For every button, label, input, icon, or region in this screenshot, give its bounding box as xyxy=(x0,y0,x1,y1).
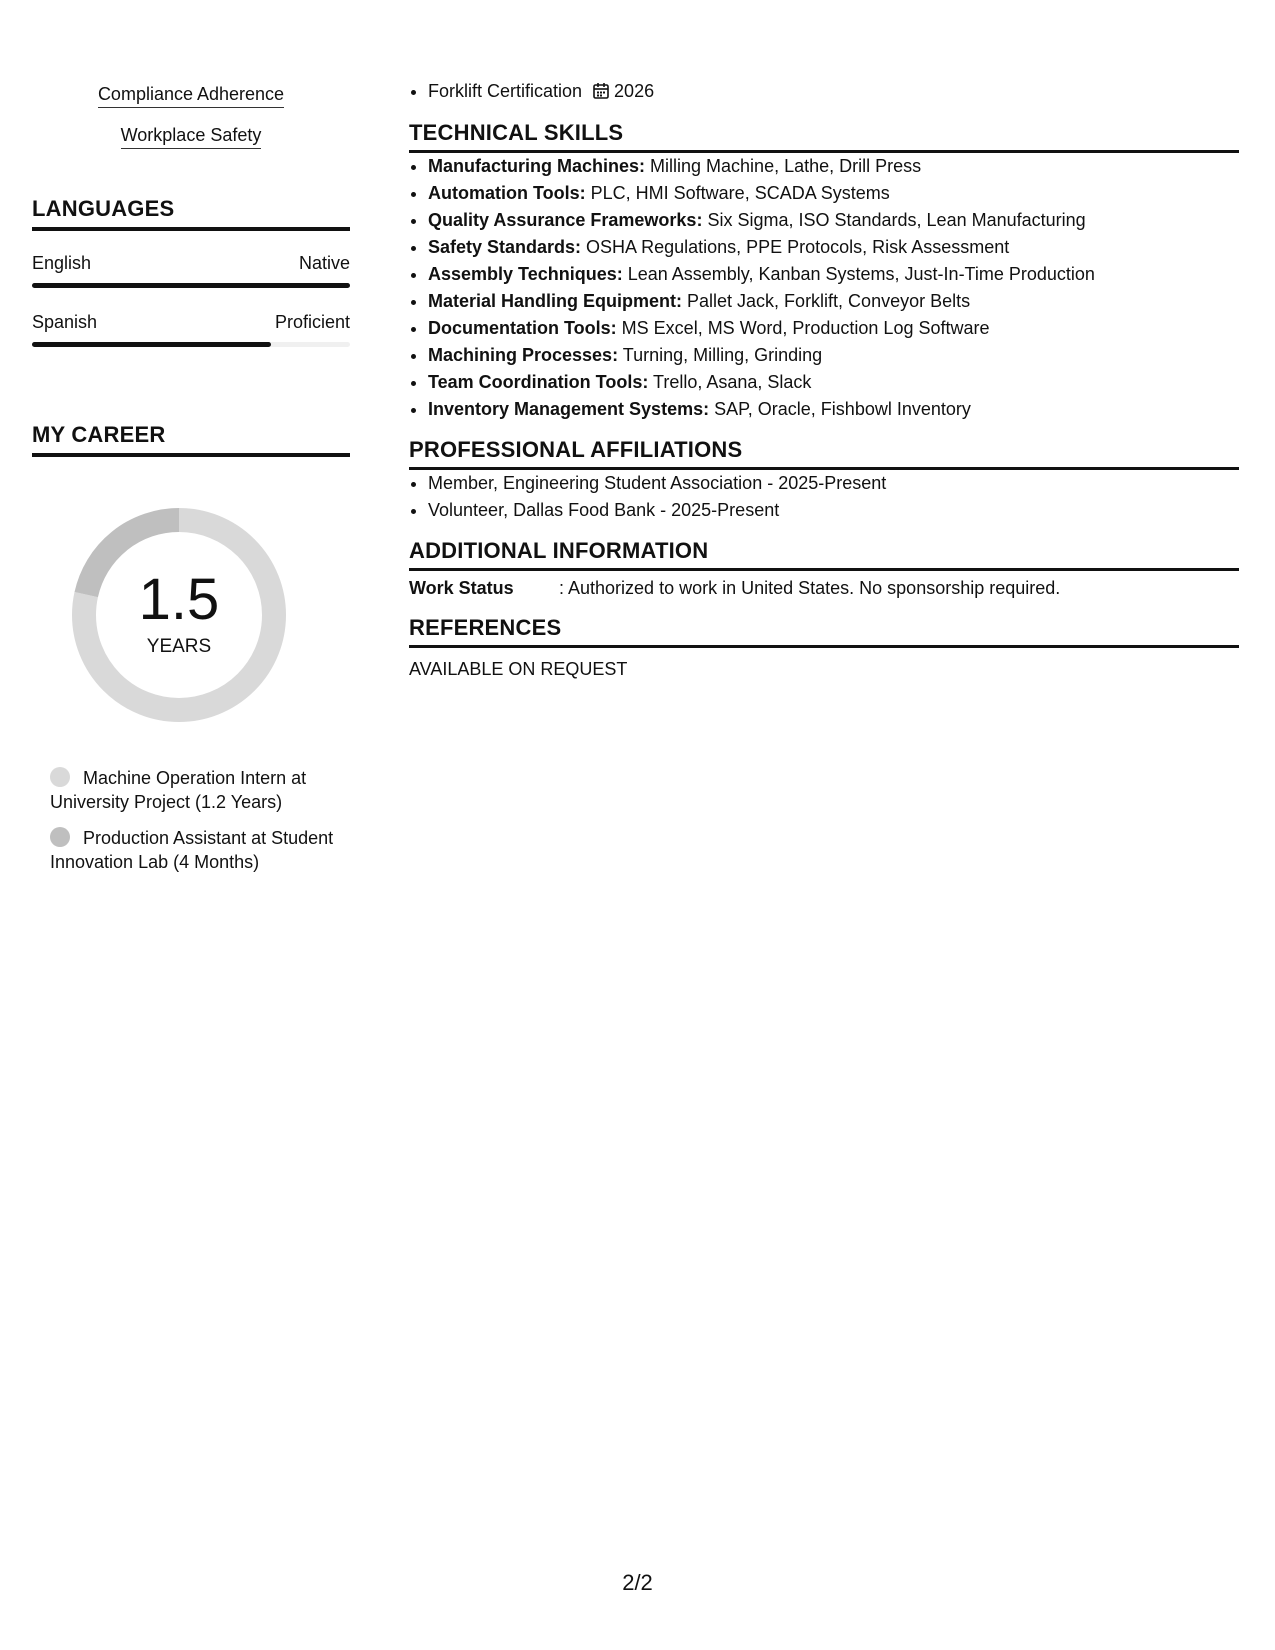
skill-item xyxy=(428,396,1239,423)
work-status-value: : Authorized to work in United States. No sponsorship required. xyxy=(559,578,1061,598)
career-total-unit: YEARS xyxy=(146,636,212,657)
skill-label: Documentation Tools: xyxy=(428,318,617,338)
skill-text: MS Excel, MS Word, Production Log Software xyxy=(616,318,990,338)
skill-label: Machining Processes: xyxy=(428,345,619,365)
career-donut-chart xyxy=(64,500,294,730)
page-number: 2/2 xyxy=(622,1570,653,1595)
certification-item xyxy=(428,78,1239,108)
legend-dot-icon xyxy=(50,827,70,847)
certification-list xyxy=(409,78,1239,108)
skill-item xyxy=(428,369,1239,396)
career-legend xyxy=(50,766,335,874)
skill-text: Trello, Asana, Slack xyxy=(648,372,812,392)
references-text: AVAILABLE ON REQUEST xyxy=(409,659,628,679)
language-name: Spanish xyxy=(32,312,98,332)
skill-tag: Workplace Safety xyxy=(121,125,262,149)
skill-label: Quality Assurance Frameworks: xyxy=(428,210,703,230)
languages-heading: LANGUAGES xyxy=(32,196,350,231)
skill-item xyxy=(428,261,1239,288)
skill-label: Material Handling Equipment: xyxy=(428,291,683,311)
skill-text: Pallet Jack, Forklift, Conveyor Belts xyxy=(682,291,971,311)
affiliation-item: • Member, Engineering Student Association - 2025-Present xyxy=(428,470,1239,497)
career-legend-item xyxy=(50,766,335,814)
language-bar xyxy=(32,342,350,347)
skill-item xyxy=(428,342,1239,369)
right-column xyxy=(409,78,1239,680)
skill-item xyxy=(428,234,1239,261)
skill-text: SAP, Oracle, Fishbowl Inventory xyxy=(709,399,971,419)
language-level: Proficient xyxy=(274,312,350,332)
skill-text: Six Sigma, ISO Standards, Lean Manufacturing xyxy=(702,210,1086,230)
skill-label: Automation Tools: xyxy=(428,183,586,203)
career-total-years: 1.5 xyxy=(138,567,220,632)
technical-skills-list xyxy=(409,153,1239,423)
language-bar xyxy=(32,283,350,288)
languages-section xyxy=(32,196,350,347)
skill-label: Team Coordination Tools: xyxy=(428,372,649,392)
career-legend-label: Production Assistant at Student Innovation Lab (4 Months) xyxy=(50,828,334,872)
additional-info-heading: ADDITIONAL INFORMATION xyxy=(409,538,1239,571)
skill-tags xyxy=(32,84,350,149)
career-section xyxy=(32,422,350,874)
certification-year: 2026 xyxy=(614,81,655,101)
skill-item xyxy=(428,288,1239,315)
additional-info-section xyxy=(409,538,1239,599)
skill-text: Lean Assembly, Kanban Systems, Just-In-Time Production xyxy=(622,264,1095,284)
certification-name: Forklift Certification xyxy=(428,81,583,101)
work-status-label: Work Status xyxy=(409,578,514,598)
language-bar-fill xyxy=(32,283,350,288)
references-heading: REFERENCES xyxy=(409,615,1239,648)
career-legend-item xyxy=(50,826,335,874)
skill-label: Manufacturing Machines: xyxy=(428,156,646,176)
language-item xyxy=(32,253,350,288)
skill-item xyxy=(428,207,1239,234)
skill-text: PLC, HMI Software, SCADA Systems xyxy=(585,183,890,203)
skill-item xyxy=(428,315,1239,342)
calendar-icon xyxy=(592,81,610,108)
skill-label: Assembly Techniques: xyxy=(428,264,623,284)
language-name: English xyxy=(32,253,92,273)
technical-skills-section xyxy=(409,120,1239,423)
skill-item xyxy=(428,180,1239,207)
skill-text: Milling Machine, Lathe, Drill Press xyxy=(645,156,922,176)
work-status-row xyxy=(409,578,1239,599)
skill-text: OSHA Regulations, PPE Protocols, Risk Assessment xyxy=(581,237,1010,257)
language-item xyxy=(32,312,350,347)
career-heading: MY CAREER xyxy=(32,422,350,457)
affiliations-section xyxy=(409,437,1239,524)
skill-tag: Compliance Adherence xyxy=(98,84,284,108)
references-section xyxy=(409,615,1239,680)
affiliations-list xyxy=(409,470,1239,524)
affiliation-item: • Volunteer, Dallas Food Bank - 2025-Present xyxy=(428,497,1239,524)
left-column xyxy=(32,84,350,886)
career-legend-label: Machine Operation Intern at University Project (1.2 Years) xyxy=(50,768,307,812)
language-level: Native xyxy=(298,253,350,273)
skill-text: Turning, Milling, Grinding xyxy=(618,345,823,365)
skill-label: Inventory Management Systems: xyxy=(428,399,710,419)
language-bar-fill xyxy=(32,342,271,347)
skill-label: Safety Standards: xyxy=(428,237,582,257)
affiliations-heading: PROFESSIONAL AFFILIATIONS xyxy=(409,437,1239,470)
technical-skills-heading: TECHNICAL SKILLS xyxy=(409,120,1239,153)
skill-item xyxy=(428,153,1239,180)
legend-dot-icon xyxy=(50,767,70,787)
